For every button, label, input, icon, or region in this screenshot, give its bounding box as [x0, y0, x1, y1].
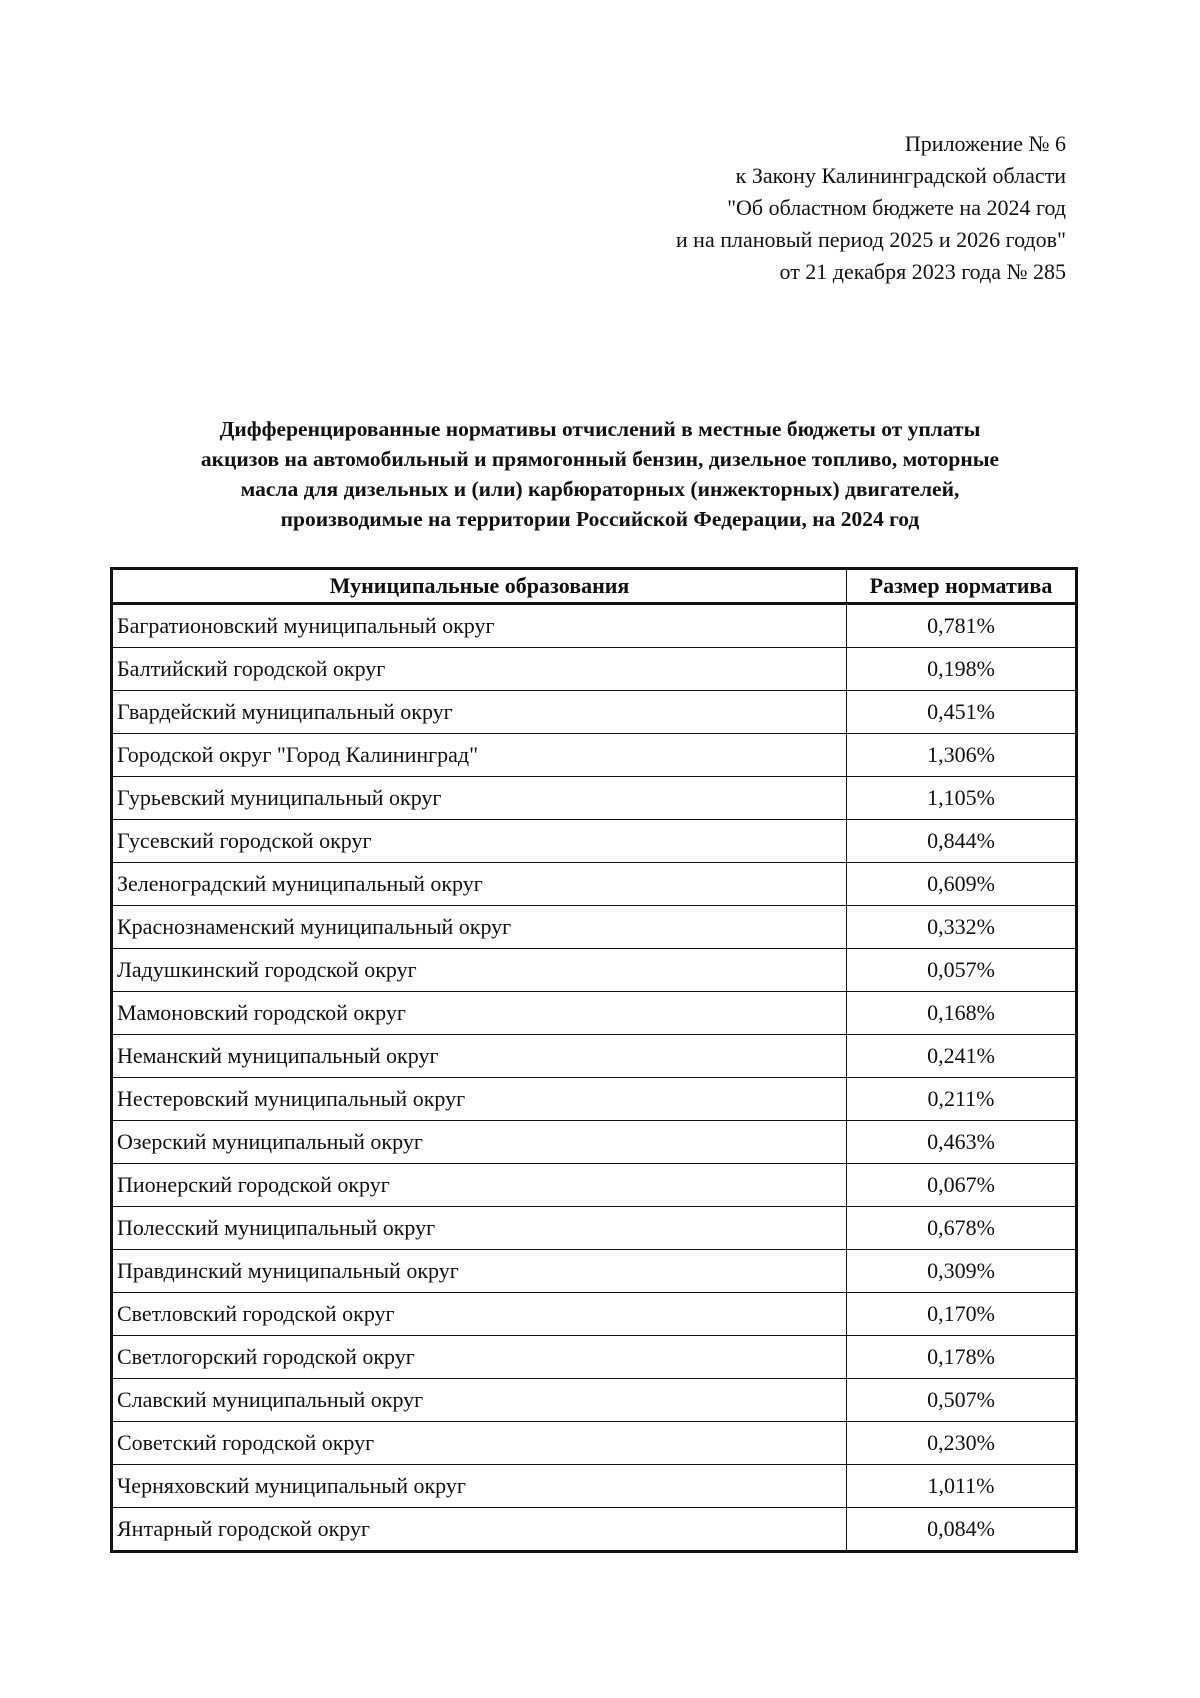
- table-row: [112, 1250, 1077, 1293]
- municipality-name: Гурьевский муниципальный округ: [112, 777, 847, 820]
- municipality-name: Балтийский городской округ: [112, 648, 847, 691]
- appendix-line: Приложение № 6: [904, 131, 1066, 156]
- table-row: [112, 604, 1077, 648]
- norm-value: 0,332%: [847, 906, 1077, 949]
- municipality-name: Неманский муниципальный округ: [112, 1035, 847, 1078]
- appendix-line: от 21 декабря 2023 года № 285: [779, 259, 1066, 284]
- table-row: [112, 1465, 1077, 1508]
- municipality-name: Городской округ "Город Калининград": [112, 734, 847, 777]
- title-line: производимые на территории Российской Федерации, на 2024 год: [280, 507, 920, 531]
- table-row: [112, 992, 1077, 1035]
- norm-value: 0,463%: [847, 1121, 1077, 1164]
- municipality-name: Светлогорский городской округ: [112, 1336, 847, 1379]
- document-title: [120, 414, 1080, 534]
- norm-value: 1,105%: [847, 777, 1077, 820]
- appendix-line: "Об областном бюджете на 2024 год: [727, 195, 1066, 220]
- norm-value: 1,011%: [847, 1465, 1077, 1508]
- table-row: [112, 1379, 1077, 1422]
- title-line: масла для дизельных и (или) карбюраторных (инжекторных) двигателей,: [240, 477, 960, 501]
- municipality-name: Светловский городской округ: [112, 1293, 847, 1336]
- norm-value: 1,306%: [847, 734, 1077, 777]
- norm-value: 0,057%: [847, 949, 1077, 992]
- norm-value: 0,084%: [847, 1508, 1077, 1552]
- norm-value: 0,198%: [847, 648, 1077, 691]
- municipality-name: Багратионовский муниципальный округ: [112, 604, 847, 648]
- table-row: [112, 820, 1077, 863]
- title-line: Дифференцированные нормативы отчислений в местные бюджеты от уплаты: [219, 417, 981, 441]
- table-row: [112, 1164, 1077, 1207]
- municipality-name: Советский городской округ: [112, 1422, 847, 1465]
- norm-value: 0,451%: [847, 691, 1077, 734]
- municipality-name: Пионерский городской округ: [112, 1164, 847, 1207]
- table-row: [112, 777, 1077, 820]
- header-municipalities: Муниципальные образования: [112, 569, 847, 604]
- norm-value: 0,211%: [847, 1078, 1077, 1121]
- municipality-name: Краснознаменский муниципальный округ: [112, 906, 847, 949]
- appendix-line: к Закону Калининградской области: [735, 163, 1066, 188]
- norm-value: 0,609%: [847, 863, 1077, 906]
- table-row: [112, 1207, 1077, 1250]
- norm-value: 0,507%: [847, 1379, 1077, 1422]
- municipality-name: Черняховский муниципальный округ: [112, 1465, 847, 1508]
- table-row: [112, 1508, 1077, 1552]
- municipality-name: Янтарный городской округ: [112, 1508, 847, 1552]
- norm-value: 0,781%: [847, 604, 1077, 648]
- norm-value: 0,678%: [847, 1207, 1077, 1250]
- table-row: [112, 949, 1077, 992]
- table-row: [112, 691, 1077, 734]
- municipality-name: Зеленоградский муниципальный округ: [112, 863, 847, 906]
- table-row: [112, 1422, 1077, 1465]
- norm-value: 0,178%: [847, 1336, 1077, 1379]
- norm-value: 0,067%: [847, 1164, 1077, 1207]
- municipality-name: Полесский муниципальный округ: [112, 1207, 847, 1250]
- appendix-heading: [676, 128, 1066, 288]
- norms-table: [110, 567, 1078, 1553]
- norm-value: 0,241%: [847, 1035, 1077, 1078]
- header-norm-size: Размер норматива: [847, 569, 1077, 604]
- municipality-name: Правдинский муниципальный округ: [112, 1250, 847, 1293]
- table-row: [112, 1293, 1077, 1336]
- norm-value: 0,309%: [847, 1250, 1077, 1293]
- table-row: [112, 1336, 1077, 1379]
- table-row: [112, 1035, 1077, 1078]
- table-row: [112, 648, 1077, 691]
- table-body: [112, 604, 1077, 1552]
- title-line: акцизов на автомобильный и прямогонный бензин, дизельное топливо, моторные: [200, 447, 1000, 471]
- municipality-name: Славский муниципальный округ: [112, 1379, 847, 1422]
- municipality-name: Нестеровский муниципальный округ: [112, 1078, 847, 1121]
- table-row: [112, 863, 1077, 906]
- table-row: [112, 906, 1077, 949]
- table-row: [112, 1121, 1077, 1164]
- norm-value: 0,168%: [847, 992, 1077, 1035]
- table-header-row: [112, 569, 1077, 604]
- appendix-line: и на плановый период 2025 и 2026 годов": [675, 227, 1066, 252]
- municipality-name: Гусевский городской округ: [112, 820, 847, 863]
- norm-value: 0,844%: [847, 820, 1077, 863]
- municipality-name: Гвардейский муниципальный округ: [112, 691, 847, 734]
- table-row: [112, 1078, 1077, 1121]
- norm-value: 0,170%: [847, 1293, 1077, 1336]
- municipality-name: Ладушкинский городской округ: [112, 949, 847, 992]
- norm-value: 0,230%: [847, 1422, 1077, 1465]
- municipality-name: Мамоновский городской округ: [112, 992, 847, 1035]
- municipality-name: Озерский муниципальный округ: [112, 1121, 847, 1164]
- table-row: [112, 734, 1077, 777]
